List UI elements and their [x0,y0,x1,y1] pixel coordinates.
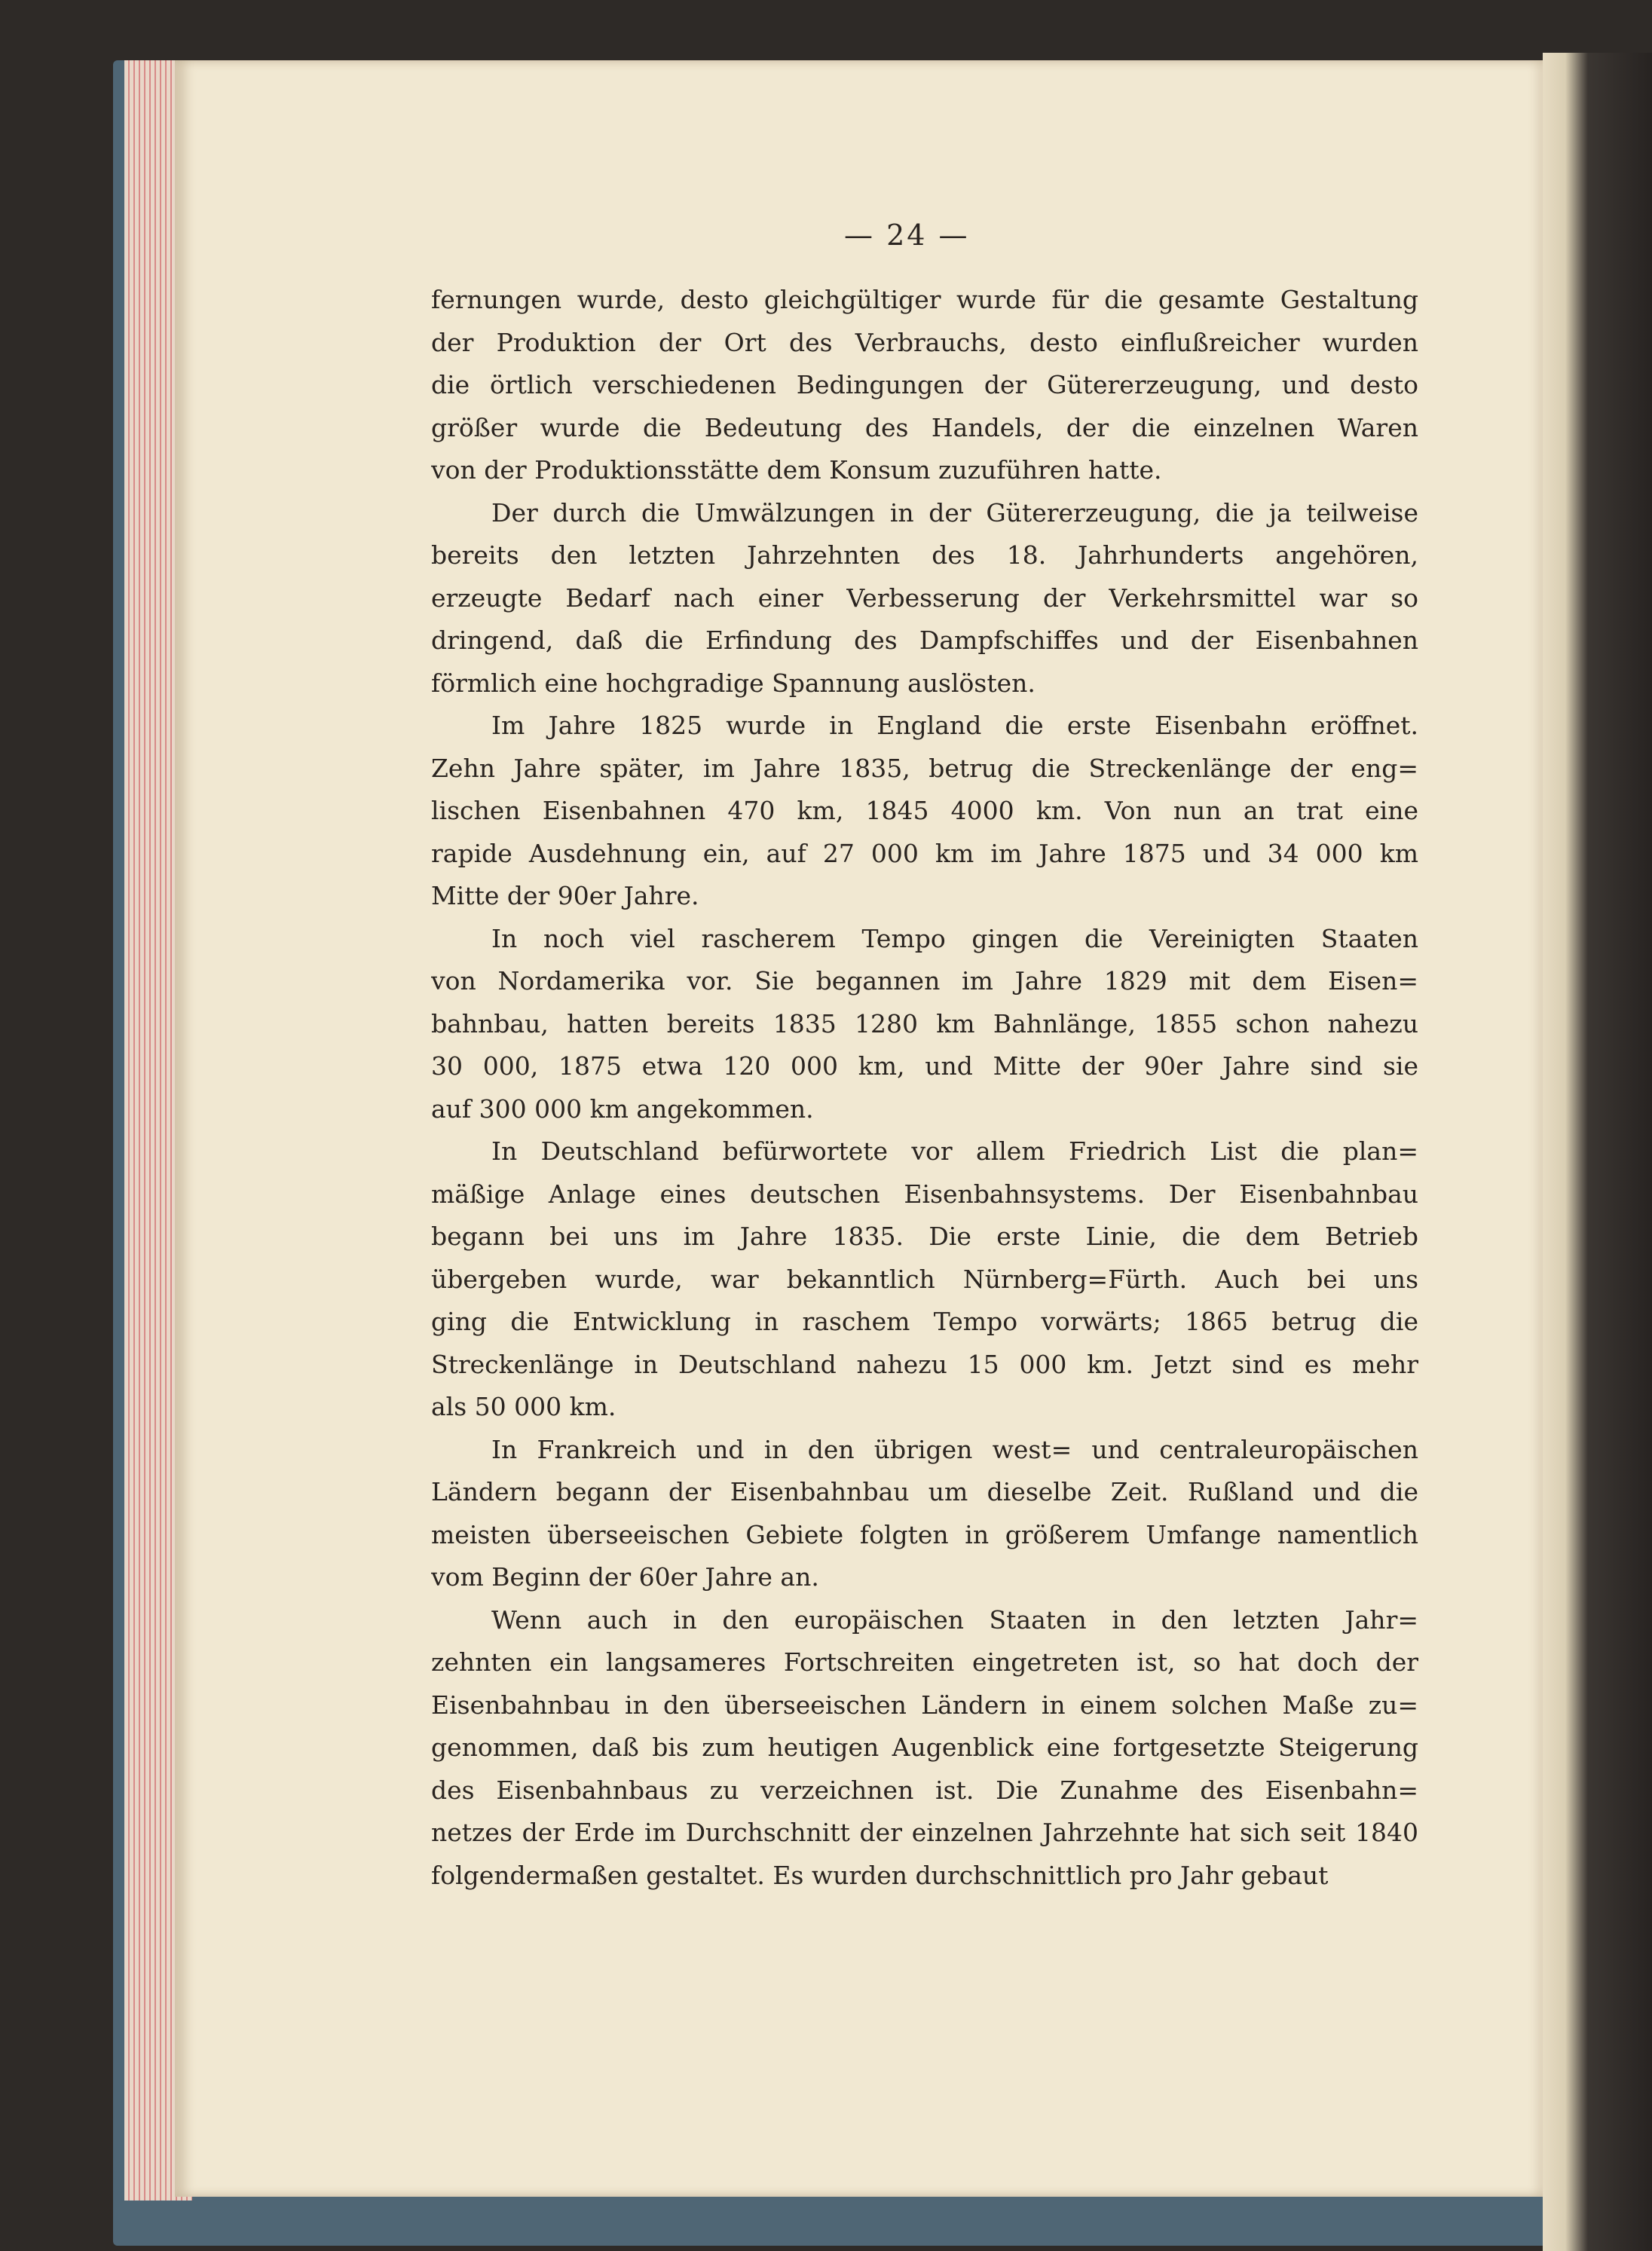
text-line: Eisenbahnbau in den überseeischen Ländern in einem solchen Maße zu= [431,1690,1418,1720]
text-line: Wenn auch in den europäischen Staaten in den letzten Jahr= [491,1604,1418,1635]
text-line: dringend, daß die Erfindung des Dampfschiffes und der Eisenbahnen [431,625,1418,655]
body-text [431,279,1418,1897]
text-line: Zehn Jahre später, im Jahre 1835, betrug die Streckenlänge der eng= [431,753,1418,783]
text-line: Im Jahre 1825 wurde in England die erste Eisenbahn eröffnet. [491,711,1418,740]
text-line: bereits den letzten Jahrzehnten des 18. Jahrhunderts angehören, [431,540,1418,570]
text-line: zehnten ein langsameres Fortschreiten eingetreten ist, so hat doch der [431,1647,1418,1677]
text-line: förmlich eine hochgradige Spannung auslösten. [431,668,1036,698]
text-line: von Nordamerika vor. Sie begannen im Jahre 1829 mit dem Eisen= [431,966,1418,996]
text-line: des Eisenbahnbaus zu verzeichnen ist. Die Zunahme des Eisenbahn= [431,1775,1418,1805]
text-line: 30 000, 1875 etwa 120 000 km, und Mitte der 90er Jahre sind sie [431,1051,1418,1081]
text-line: auf 300 000 km angekommen. [431,1093,814,1124]
text-line: als 50 000 km. [431,1392,616,1421]
text-line: der Produktion der Ort des Verbrauchs, desto einflußreicher wurden [431,327,1418,357]
text-line: lischen Eisenbahnen 470 km, 1845 4000 km. Von nun an trat eine [431,796,1418,825]
page-number: — 24 — [844,219,970,252]
text-line: begann bei uns im Jahre 1835. Die erste Linie, die dem Betrieb [431,1222,1418,1251]
text-line: die örtlich verschiedenen Bedingungen der Gütererzeugung, und desto [431,370,1418,399]
text-line: Der durch die Umwälzungen in der Gütererzeugung, die ja teilweise [491,497,1418,528]
text-line: mäßige Anlage eines deutschen Eisenbahnsystems. Der Eisenbahnbau [431,1179,1418,1209]
text-line: ging die Entwicklung in raschem Tempo vorwärts; 1865 betrug die [431,1307,1418,1336]
text-line: meisten überseeischen Gebiete folgten in größerem Umfange namentlich [431,1519,1418,1549]
text-line: folgendermaßen gestaltet. Es wurden durchschnittlich pro Jahr gebaut [431,1860,1329,1890]
book-gutter-right [1543,53,1652,2251]
text-line: In Frankreich und in den übrigen west= und centraleuropäischen [491,1434,1418,1464]
text-line: Ländern begann der Eisenbahnbau um dieselbe Zeit. Rußland und die [431,1477,1418,1506]
text-line: von der Produktionsstätte dem Konsum zuzuführen hatte. [431,455,1162,485]
text-line: rapide Ausdehnung ein, auf 27 000 km im Jahre 1875 und 34 000 km [431,838,1418,868]
text-line: fernungen wurde, desto gleichgültiger wurde für die gesamte Gestaltung [431,285,1418,314]
text-line: Mitte der 90er Jahre. [431,881,699,910]
text-line: übergeben wurde, war bekanntlich Nürnberg=Fürth. Auch bei uns [431,1264,1418,1294]
text-line: netzes der Erde im Durchschnitt der einzelnen Jahrzehnte hat sich seit 1840 [431,1818,1418,1847]
text-line: In noch viel rascherem Tempo gingen die Vereinigten Staaten [491,923,1418,953]
text-line: genommen, daß bis zum heutigen Augenblick eine fortgesetzte Steigerung [431,1733,1418,1762]
text-line: vom Beginn der 60er Jahre an. [431,1562,819,1592]
text-line: Streckenlänge in Deutschland nahezu 15 000 km. Jetzt sind es mehr [431,1349,1418,1379]
text-line: erzeugte Bedarf nach einer Verbesserung der Verkehrsmittel war so [431,583,1418,613]
text-line: größer wurde die Bedeutung des Handels, der die einzelnen Waren [431,412,1418,442]
text-line: bahnbau, hatten bereits 1835 1280 km Bahnlänge, 1855 schon nahezu [431,1008,1418,1038]
text-line: In Deutschland befürwortete vor allem Friedrich List die plan= [491,1136,1418,1166]
